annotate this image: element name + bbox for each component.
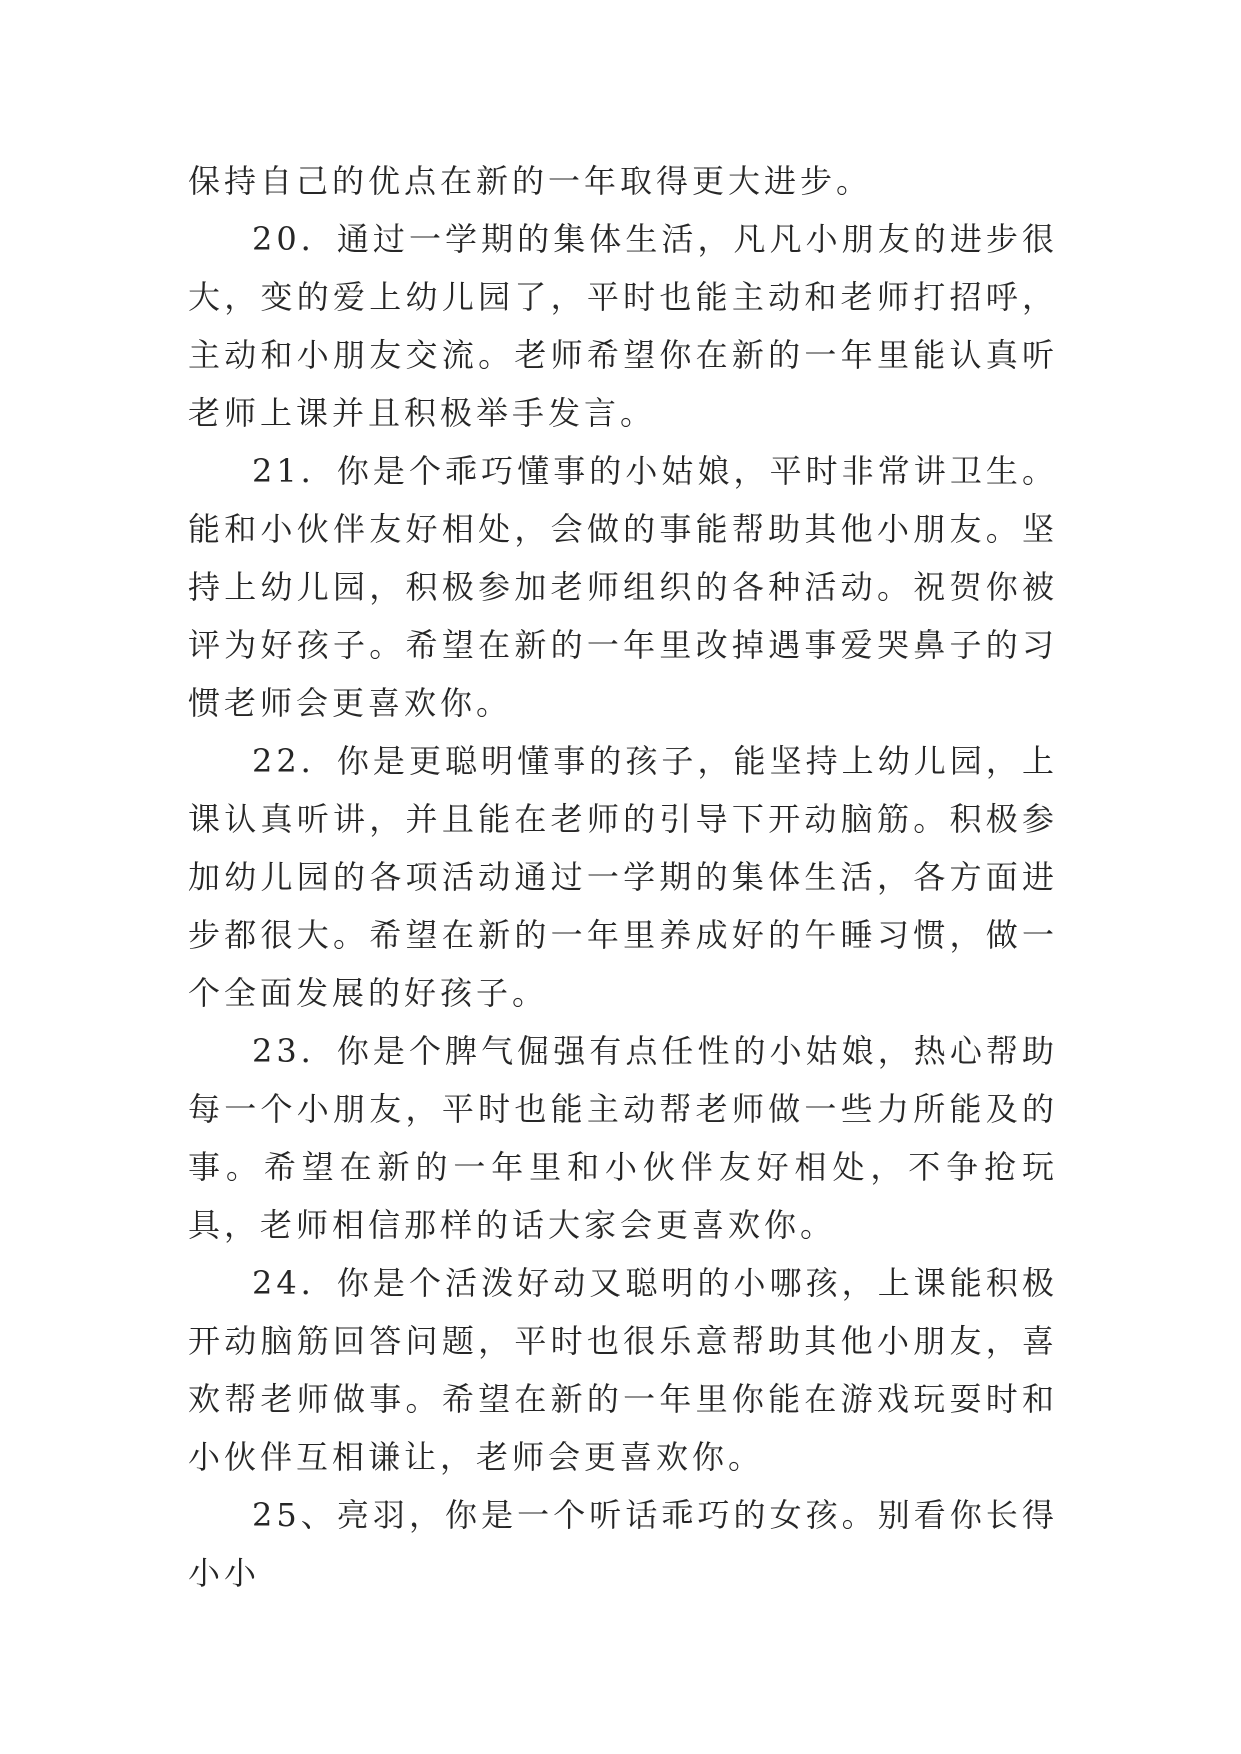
document-body (188, 152, 1058, 1602)
paragraph-item-20: 20．通过一学期的集体生活，凡凡小朋友的进步很大，变的爱上幼儿园了，平时也能主动和老师打招呼，主动和小朋友交流。老师希望你在新的一年里能认真听老师上课并且积极举手发言。 (188, 220, 1058, 432)
paragraph-item-24: 24．你是个活泼好动又聪明的小哪孩，上课能积极开动脑筋回答问题，平时也很乐意帮助其他小朋友，喜欢帮老师做事。希望在新的一年里你能在游戏玩耍时和小伙伴互相谦让，老师会更喜欢你。 (188, 1264, 1058, 1476)
paragraph-item-22: 22．你是更聪明懂事的孩子，能坚持上幼儿园，上课认真听讲，并且能在老师的引导下开动脑筋。积极参加幼儿园的各项活动通过一学期的集体生活，各方面进步都很大。希望在新的一年里养成好的午睡习惯，做一个全面发展的好孩子。 (188, 742, 1058, 1012)
paragraph-item-21: 21．你是个乖巧懂事的小姑娘，平时非常讲卫生。能和小伙伴友好相处，会做的事能帮助其他小朋友。坚持上幼儿园，积极参加老师组织的各种活动。祝贺你被评为好孩子。希望在新的一年里改掉遇事爱哭鼻子的习惯老师会更喜欢你。 (188, 452, 1058, 722)
paragraph-item-25: 25、亮羽，你是一个听话乖巧的女孩。别看你长得小小 (188, 1496, 1058, 1592)
paragraph-continuation: 保持自己的优点在新的一年取得更大进步。 (188, 162, 873, 200)
paragraph-item-23: 23．你是个脾气倔强有点任性的小姑娘，热心帮助每一个小朋友，平时也能主动帮老师做一些力所能及的事。希望在新的一年里和小伙伴友好相处，不争抢玩具，老师相信那样的话大家会更喜欢你。 (188, 1032, 1058, 1244)
